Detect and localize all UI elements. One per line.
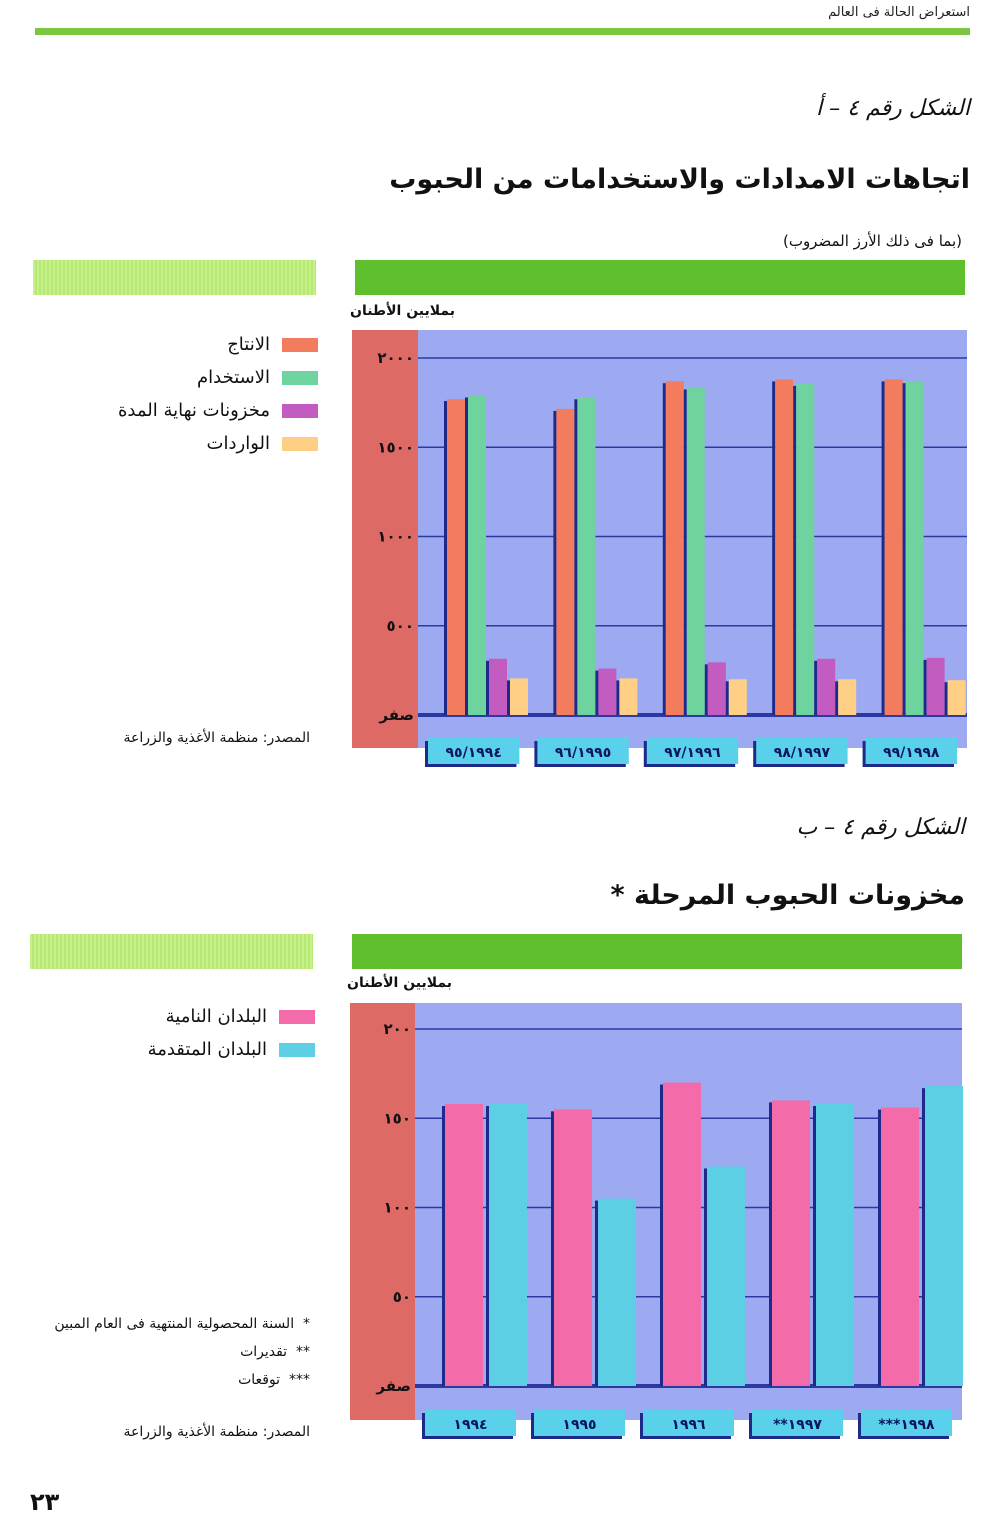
bar-shadow (945, 682, 948, 715)
note-mark: ** (296, 1344, 310, 1360)
bar-shadow (595, 1201, 598, 1386)
bar-shadow (574, 399, 577, 715)
figure-a-legend (100, 328, 318, 460)
legend-item-imports (100, 427, 318, 460)
note-text: توقعات (238, 1372, 281, 1388)
x-tick-label: ٩٧/١٩٩٦ (664, 745, 721, 761)
y-tick-label: ٥٠ (392, 1287, 411, 1306)
y-tick-label: ٢٠٠ (383, 1020, 411, 1038)
legend-item-developing (95, 1000, 315, 1033)
y-tick-label: ٢٠٠٠ (377, 349, 414, 367)
legend-swatch-imports (282, 437, 318, 451)
running-header: استعراض الحالة فى العالم (828, 5, 970, 20)
bar-production (447, 399, 465, 715)
legend-item-stocks (100, 394, 318, 427)
bar-shadow (903, 383, 906, 715)
legend-item-developed (95, 1033, 315, 1066)
x-tick-label: ٩٨/١٩٩٧ (773, 745, 831, 761)
note-row (54, 1316, 310, 1344)
bar-shadow (813, 1106, 816, 1386)
bar-utilization (468, 395, 486, 715)
legend-swatch-developing (279, 1010, 315, 1024)
figure-a-title: اتجاهات الامدادات والاستخدامات من الحبوب (389, 164, 970, 195)
figure-b-units: بملايين الأطنان (347, 975, 453, 991)
y-tick-label: ٥٠٠ (386, 616, 414, 635)
bar-imports (510, 678, 528, 715)
bar-utilization (577, 397, 595, 715)
bar-shadow (684, 389, 687, 715)
figure-b-source: المصدر: منظمة الأغذية والزراعة (123, 1424, 310, 1440)
bar-developing (663, 1083, 701, 1386)
bar-production (556, 409, 574, 715)
figure-b-title: مخزونات الحبوب المرحلة * (610, 880, 965, 911)
bar-developed (598, 1199, 636, 1386)
bar-stocks (927, 658, 945, 715)
bar-shadow (486, 1106, 489, 1386)
bar-shadow (616, 680, 619, 715)
bar-shadow (486, 661, 489, 715)
legend-item-utilization (100, 361, 318, 394)
bar-utilization (906, 381, 924, 715)
bar-production (885, 379, 903, 715)
legend-label-imports: الواردات (206, 433, 270, 454)
figure-a-chart (350, 325, 970, 775)
note-row (54, 1372, 310, 1400)
x-tick-label: **١٩٩٧ (773, 1417, 822, 1433)
bar-developing (881, 1108, 919, 1386)
bar-shadow (705, 664, 708, 715)
legend-label-production: الانتاج (227, 334, 270, 355)
y-tick-label: ١٥٠ (383, 1109, 411, 1128)
y-tick-label: صفر (379, 706, 414, 724)
bar-developing (554, 1109, 592, 1386)
bar-shadow (442, 1106, 445, 1386)
y-tick-label: صفر (376, 1377, 411, 1395)
x-tick-label: ١٩٩٥ (562, 1417, 597, 1433)
bar-shadow (595, 671, 598, 715)
bar-shadow (726, 681, 729, 715)
bar-shadow (772, 381, 775, 715)
legend-label-utilization: الاستخدام (197, 367, 270, 388)
bar-developing (772, 1100, 810, 1386)
figure-a-subtitle: (بما فى ذلك الأرز المضروب) (782, 232, 962, 250)
y-tick-label: ١٠٠ (383, 1198, 411, 1217)
bar-shadow (835, 681, 838, 715)
legend-label-stocks: مخزونات نهاية المدة (118, 400, 270, 421)
y-tick-label: ١٥٠٠ (377, 438, 414, 457)
bar-production (666, 381, 684, 715)
bar-developed (816, 1104, 854, 1386)
bar-production (775, 379, 793, 715)
bar-developing (445, 1104, 483, 1386)
bar-imports (838, 679, 856, 715)
figure-a-decor-bar-right (355, 260, 965, 295)
figure-a-decor-bar-left (33, 260, 316, 295)
note-row (54, 1344, 310, 1372)
bar-imports (948, 680, 966, 715)
bar-shadow (922, 1088, 925, 1386)
figure-b-label: الشكل رقم ٤ – ب (796, 815, 965, 840)
bar-shadow (660, 1085, 663, 1386)
x-tick-label: ١٩٩٦ (671, 1417, 706, 1433)
bar-shadow (465, 397, 468, 715)
legend-swatch-stocks (282, 404, 318, 418)
x-tick-label: ***١٩٩٨ (878, 1417, 935, 1433)
y-tick-label: ١٠٠٠ (377, 527, 414, 546)
figure-b-decor-bar-left (30, 934, 313, 969)
header-rule (35, 28, 970, 35)
figure-b-decor-bar-right (352, 934, 962, 969)
figure-b-legend (95, 1000, 315, 1066)
bar-stocks (598, 669, 616, 715)
note-text: تقديرات (240, 1344, 288, 1360)
legend-item-production (100, 328, 318, 361)
bar-shadow (882, 381, 885, 715)
bar-imports (619, 678, 637, 715)
figure-a-label: الشكل رقم ٤ – أ (816, 96, 970, 121)
x-tick-label: ١٩٩٤ (453, 1417, 488, 1433)
x-tick-label: ٩٥/١٩٩٤ (445, 745, 502, 761)
bar-shadow (553, 411, 556, 715)
bar-utilization (796, 384, 814, 715)
x-tick-label: ٩٩/١٩٩٨ (883, 745, 940, 761)
note-text: السنة المحصولية المنتهية فى العام المبين (54, 1316, 295, 1332)
bar-shadow (444, 401, 447, 715)
bar-shadow (814, 661, 817, 715)
bar-shadow (507, 680, 510, 715)
legend-swatch-utilization (282, 371, 318, 385)
bar-imports (729, 679, 747, 715)
legend-label-developing: البلدان النامية (165, 1006, 267, 1027)
figure-b-chart (350, 1000, 965, 1445)
figure-a-units: بملايين الأطنان (350, 303, 456, 319)
bar-developed (707, 1166, 745, 1386)
bar-shadow (769, 1102, 772, 1386)
bar-developed (489, 1104, 527, 1386)
bar-shadow (793, 386, 796, 715)
legend-swatch-production (282, 338, 318, 352)
bar-stocks (708, 662, 726, 715)
page-number: ٢٣ (30, 1488, 60, 1516)
note-mark: *** (289, 1372, 310, 1388)
bar-stocks (489, 659, 507, 715)
plot-background (350, 1003, 962, 1420)
note-mark: * (303, 1316, 310, 1332)
bar-shadow (924, 660, 927, 715)
bar-shadow (878, 1110, 881, 1386)
figure-a-source: المصدر: منظمة الأغذية والزراعة (123, 730, 310, 746)
bar-utilization (687, 387, 705, 715)
bar-shadow (704, 1168, 707, 1386)
figure-b-notes (54, 1316, 310, 1400)
bar-shadow (551, 1111, 554, 1386)
bar-stocks (817, 659, 835, 715)
bar-shadow (663, 383, 666, 715)
legend-label-developed: البلدان المتقدمة (147, 1039, 267, 1060)
legend-swatch-developed (279, 1043, 315, 1057)
x-tick-label: ٩٦/١٩٩٥ (554, 745, 612, 761)
bar-developed (925, 1086, 963, 1386)
